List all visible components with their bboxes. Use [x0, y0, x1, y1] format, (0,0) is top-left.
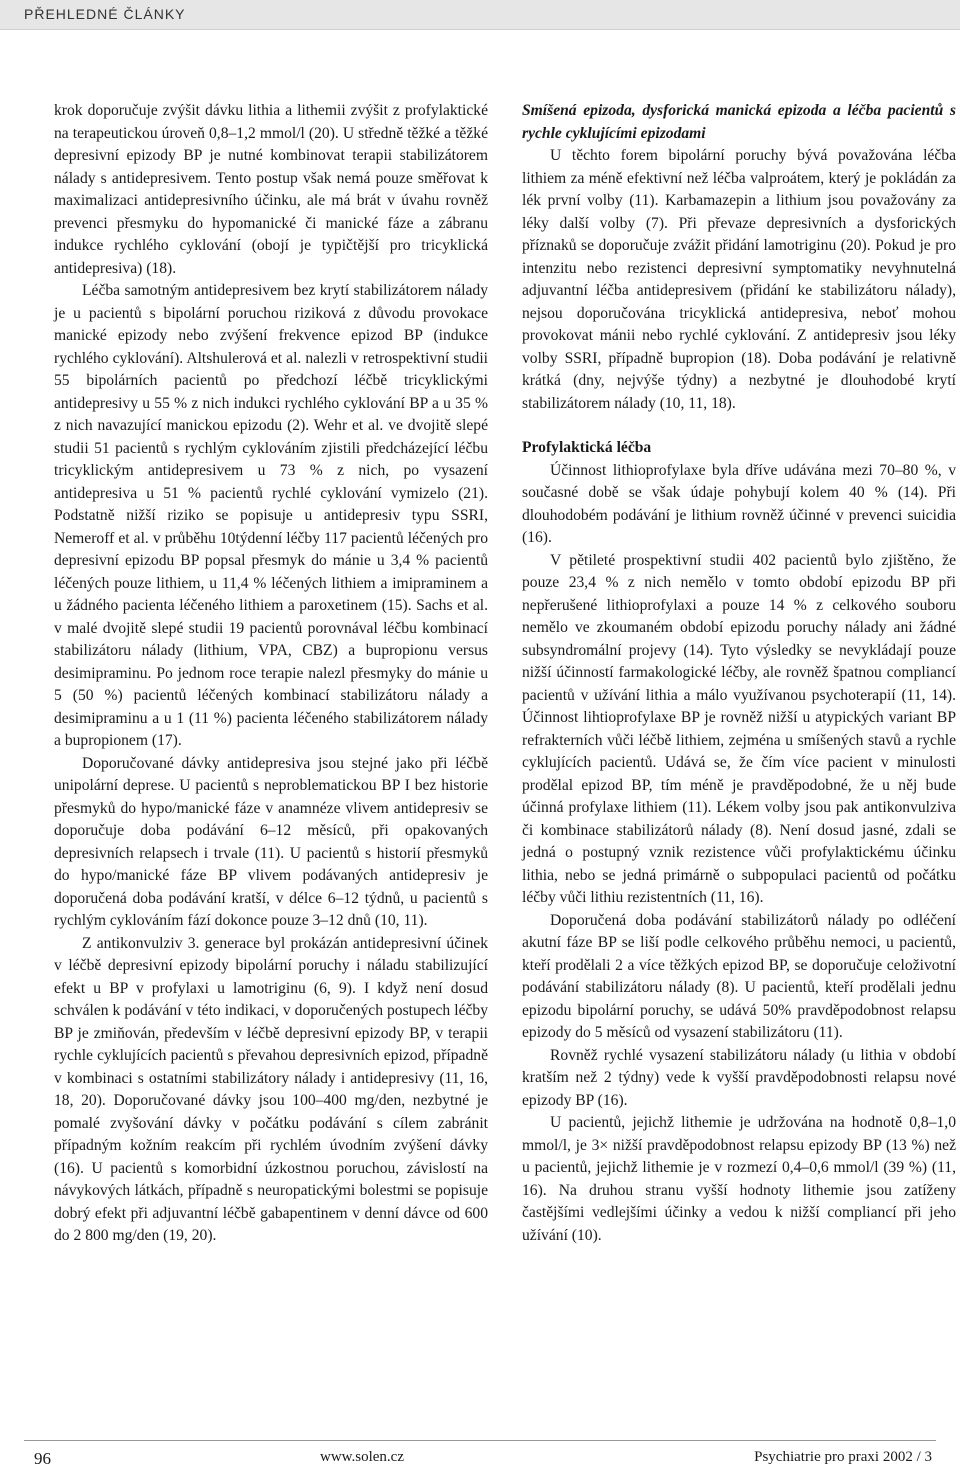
right-column: [522, 100, 956, 1247]
page-footer: [24, 1440, 936, 1469]
paragraph: U těchto forem bipolární poruchy bývá považována léčba lithiem za méně efektivní než léčba valproátem, který je pokládán za lék první volby (11). Karbamazepin a lithium jsou považovány za léky další volby (7). Při převaze depresivních a dysforických příznaků se doporučuje zvážit přidání lamotriginu (20). Pokud je pro intenzitu nebo rezistenci depresivní symptomatiky nevyhnutelná adjuvantní léčba antidepresivem (přidání ke stabilizátoru nálady), nejsou doporučována tricyklická antidepresiva, neboť mohou provokovat mánii nebo rychlé cyklování. Z antidepresiv jsou léky volby SSRI, případně bupropion (18). Doba podávání je relativně krátká (dny, nejvýše týdny) a nezbytné je dlouhodobé krytí stabilizátorem nálady (10, 11, 18).: [522, 147, 956, 412]
paragraph: Rovněž rychlé vysazení stabilizátoru nálady (u lithia v období kratším než 2 týdny) vede k vyšší pravděpodobnosti relapsu nové epizody BP (16).: [522, 1046, 956, 1109]
paragraph: Doporučované dávky antidepresiva jsou stejné jako při léčbě unipolární deprese. U pacientů s neproblematickou BP I bez historie přesmyků do hypo/manické fáze v anamnéze vlivem antidepresiv se doporučuje doba podávání 6–12 měsíců, při opakovaných depresivních relapsech i trvale (11). U pacientů s historií přesmyků do hypo/manické fáze BP vlivem podávaných antidepresiv je doporučená doba podávání kratší, v délce 6–12 týdnů, u pacientů s rychlým cyklováním fází dokonce pouze 3–12 dnů (10, 11).: [54, 754, 488, 929]
paragraph: Léčba samotným antidepresivem bez krytí stabilizátorem nálady je u pacientů s bipolární poruchou riziková z důvodu provokace manické epizody nebo zvýšení frekvence epizod BP (indukce rychlého cyklování). Altshulerová et al. nalezli v retrospektivní studii 55 bipolárních pacientů po předchozí léčbě tricyklickými antidepresivy u 55 % z nich indukci rychlého cyklování BP a u 35 % z nich navazující manickou epizodu (2). Wehr et al. ve dvojitě slepé studii 51 pacientů s rychlým cyklováním zjistili předcházející léčbu tricyklickým antidepresivem u 73 % z nich, po vysazení antidepresiva u 51 % pacientů rychlé cyklování vymizelo (21). Podstatně nižší riziko se popisuje u antidepresiv typu SSRI, Nemeroff et al. v průběhu 10týdenní léčby 117 pacientů léčených pro depresivní epizodu BP popsal přesmyk do mánie u 3,4 % pacientů léčených pouze lithiem, u 11,4 % léčených lithiem a imipraminem a u žádného pacienta léčeného lithiem a paroxetinem (15). Sachs et al. v malé dvojitě slepé studii 19 pacientů porovnával léčbu kombinací stabilizátoru nálady (lithium, VPA, CBZ) a bupropionu versus desimipraminu. Po jednom roce terapie nalezl přesmyky do mánie u 5 (50 %) pacientů léčených kombinací stabilizátoru nálady a desimipraminu a u 1 (11 %) pacienta léčeného stabilizátorem nálady a bupropionem (17).: [54, 282, 488, 749]
section-heading: Profylaktická léčba: [522, 439, 652, 456]
page-header: [0, 0, 960, 30]
section-label: PŘEHLEDNÉ ČLÁNKY: [24, 6, 186, 22]
section-heading: Smíšená epizoda, dysforická manická epizoda a léčba pacientů s rychle cyklujícími epizodami: [522, 102, 956, 142]
paragraph: Doporučená doba podávání stabilizátorů nálady po odléčení akutní fáze BP se liší podle celkového průběhu nemoci, u pacientů, kteří prodělali 2 a více těžkých epizod BP, se doporučuje celoživotní podávání stabilizátoru nálady (8). U pacientů, kteří prodělali jednu epizodu bipolární poruchy, se udává 50% pravděpodobnost relapsu epizody do 5 měsíců od vysazení stabilizátoru (11).: [522, 911, 956, 1041]
website-link[interactable]: www.solen.cz: [320, 1449, 405, 1465]
paragraph: Účinnost lithioprofylaxe byla dříve udávána mezi 70–80 %, v současné době se však údaje pohybují kolem 40 % (14). Při dlouhodobém podávání je lithium rovněž účinné v prevenci suicidia (16).: [522, 461, 956, 546]
journal-name: Psychiatrie pro praxi 2002 / 3: [754, 1449, 932, 1465]
paragraph: krok doporučuje zvýšit dávku lithia a lithemii zvýšit z profylaktické na terapeutickou úroveň 0,8–1,2 mmol/l (20). U středně těžké a těžké depresivní epizody BP je nutné kombinovat terapii stabilizátorem nálady s antidepresivem. Tento postup však nemá pouze směřovat k maximalizaci antidepresivního účinku, ale má brát v úvahu rovněž prevenci přesmyku do hypomanické či manické fáze a zábranu indukce rychlého cyklování (obojí je typičtější pro tricyklická antidepresiva) (18).: [54, 102, 488, 277]
paragraph: Z antikonvulziv 3. generace byl prokázán antidepresivní účinek v léčbě depresivní epizody bipolární poruchy i náladu stabilizující efekt u BP v profylaxi u lamotriginu (6, 9). I když není dosud schválen k podávání v této indikaci, v doporučených postupech léčby BP je zmiňován, především v léčbě depresivní epizody BP, v terapii rychle cyklujících pacientů s převahou depresivních epizod, případně v kombinaci s ostatními stabilizátory nálady i antidepresivy (11, 16, 18, 20). Doporučované dávky jsou 100–400 mg/den, nezbytné je pomalé zvyšování dávky v počátku podávání s cílem zabránit případným kožním reakcím při rychlém úvodním zvýšení dávky (16). U pacientů s komorbidní úzkostnou poruchou, závislostí na návykových látkách, případně s neuropatickými bolestmi se popisuje dobrý efekt při adjuvantní léčbě gabapentinem v denní dávce od 600 do 2 800 mg/den (19, 20).: [54, 934, 488, 1244]
paragraph: V pětileté prospektivní studii 402 pacientů bylo zjištěno, že pouze 23,4 % z nich nemělo v tomto období epizodu BP při nepřerušené lithioprofylaxi a pouze 14 % z celkového souboru nemělo ve zkoumaném období epizodu poruchy nálady ani žádné subsyndromální projevy (14). Tyto výsledky se nevykládají pouze nižší účinností farmakologické léčby, ale rovněž špatnou compliancí pacientů v užívání lithia a málo využívanou psychoterapií (11, 14). Účinnost lihtioprofylaxe BP je rovněž nižší u atypických variant BP refrakterních vůči léčbě lithiem, zejména u smíšených stavů a rychle cyklujících pacientů. Udává se, že čím více pacient v minulosti prodělal epizod BP, tím méně je pravděpodobné, že u něj bude účinná profylaxe lithiem (11). Lékem volby jsou pak antikonvulziva či kombinace stabilizátorů nálady (8). Není dosud jasné, zdali se jedná o postupný vznik rezistence vůči profylaktickému účinku lithia, nebo se jedná primárně o subpopulaci pacientů od počátku léčby vůči lithiu rezistentních (11, 16).: [522, 551, 956, 906]
paragraph: U pacientů, jejichž lithemie je udržována na hodnotě 0,8–1,0 mmol/l, je 3× nižší pravděpodobnost relapsu epizody BP (13 %) než u pacientů, jejichž lithemie je v rozmezí 0,4–0,6 mmol/l (39 %) (11, 16). Na druhou stranu vyšší hodnoty lithemie jsou zatíženy častějšími vedlejšími účinky a vedou k nižší compliancí při jeho užívání (10).: [522, 1114, 956, 1244]
page-number: 96: [34, 1449, 51, 1468]
left-column: [54, 100, 488, 1248]
